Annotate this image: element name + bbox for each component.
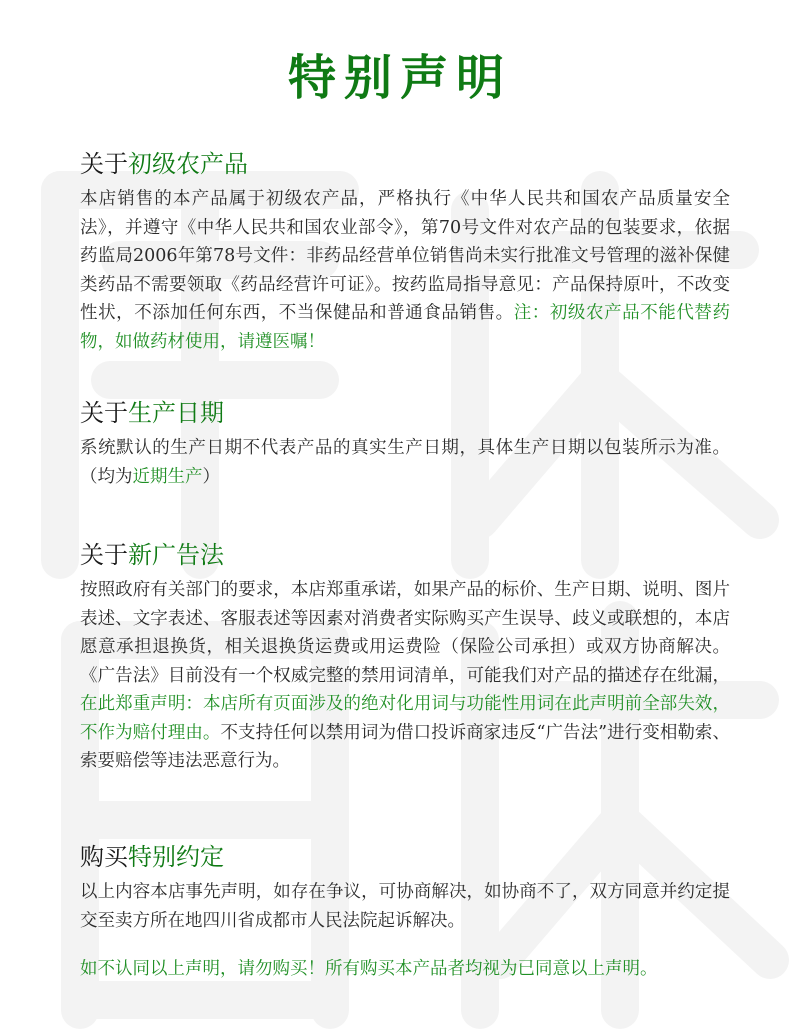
section-body: 以上内容本店事先声明，如存在争议，可协商解决，如协商不了，双方同意并约定提交至卖方所在地四川省成都市人民法院起诉解决。 (80, 882, 730, 931)
body-text: 按照政府有关部门的要求，本店郑重承诺，如果产品的标价、生产日期、说明、图片表述、文字表述、客服表述等因素对消费者实际购买产生误导、歧义或联想的，本店愿意承担退换货，相关退换货运费或用运费险（保险公司承担）或双方协商解决。《广告法》目前没有一个权威完整的禁用词清单，可能我们对产品的描述存在纰漏， (80, 580, 730, 686)
section-heading (80, 538, 730, 572)
heading-highlight: 生产日期 (128, 399, 224, 427)
heading-prefix: 关于 (80, 150, 128, 178)
body-text: 本店销售的本产品属于初级农产品，严格执行《中华人民共和国农产品质量安全法》，并遵守《中华人民共和国农业部令》，第70号文件对农产品的包装要求，依据药监局2006年第78号文件：非药品经营单位销售尚未实行批准文号管理的滋补保健类药品不需要领取《药品经营许可证》。按药监局指导意见：产品保持原叶，不改变性状，不添加任何东西，不当保健品和普通食品销售。 (80, 189, 730, 323)
page-title: 特别声明 (287, 50, 512, 106)
section-production-date (80, 396, 730, 491)
highlight-text: 近期生产 (132, 466, 203, 487)
heading-prefix: 购买 (80, 843, 128, 871)
heading-highlight: 新广告法 (128, 541, 224, 569)
final-note: 如不认同以上声明，请勿购买！所有购买本产品者均视为已同意以上声明。 (80, 959, 658, 979)
section-heading (80, 840, 730, 874)
body-text: 系统默认的生产日期不代表产品的真实生产日期，具体生产日期以包装所示为准。（均为 (80, 438, 730, 487)
section-body (80, 185, 730, 356)
heading-prefix: 关于 (80, 541, 128, 569)
section-purchase-agreement (80, 840, 730, 935)
section-body (80, 576, 730, 776)
section-advertising-law (80, 538, 730, 776)
note-text: 注：初级农产品不能代替药物，如做药材使用，请遵医嘱！ (80, 303, 731, 352)
section-body (80, 434, 730, 491)
section-heading (80, 396, 730, 430)
heading-highlight: 特别约定 (128, 843, 224, 871)
body-text-after: 不支持任何以禁用词为借口投诉商家违反“广告法”进行变相勒索、索要赔偿等违法恶意行为。 (80, 722, 730, 771)
section-agricultural-products (80, 147, 730, 356)
section-heading (80, 147, 730, 181)
body-text-after: ） (202, 466, 220, 487)
statement-text: 在此郑重声明：本店所有页面涉及的绝对化用词与功能性用词在此声明前全部失效，不作为赔付理由。 (80, 694, 730, 743)
heading-highlight: 初级农产品 (128, 150, 248, 178)
heading-prefix: 关于 (80, 399, 128, 427)
